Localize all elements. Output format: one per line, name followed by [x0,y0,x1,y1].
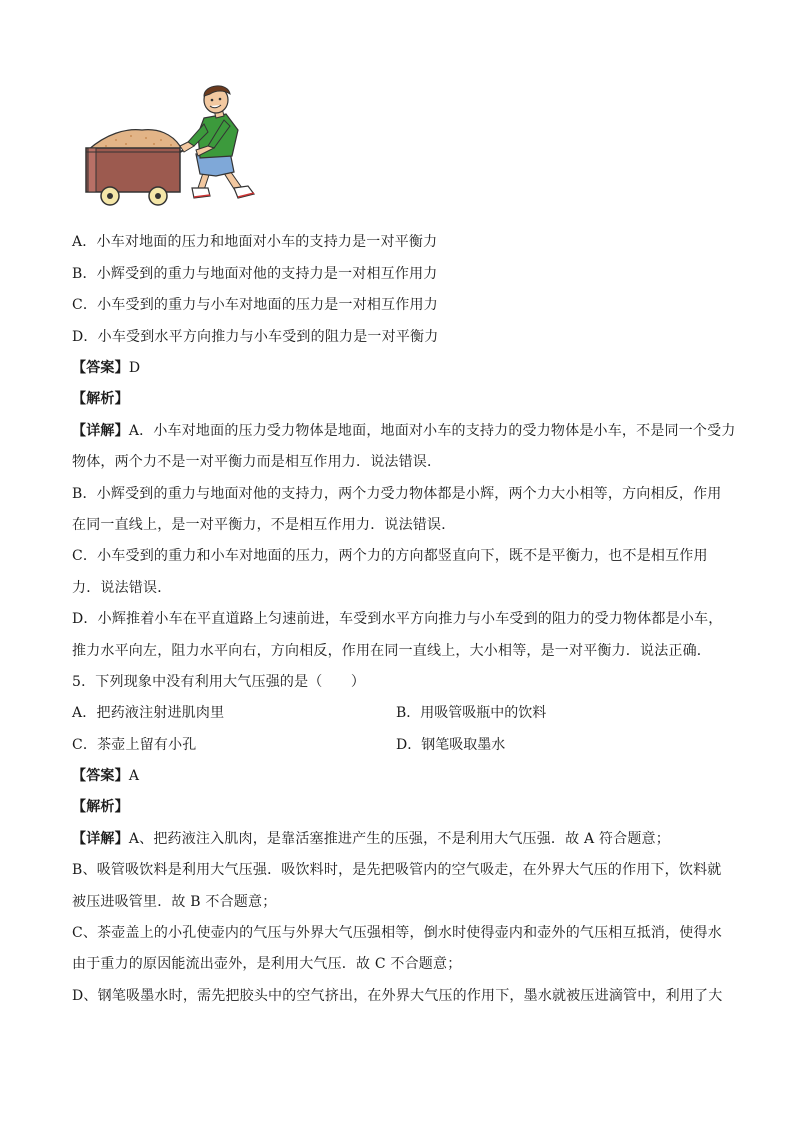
q5-analysis-tag: 【解析】 [72,799,129,815]
q4-answer [72,359,140,377]
q5-option-b: B．用吸管吸瓶中的饮料 [396,705,547,721]
q4-detail-line: B．小辉受到的重力与地面对他的支持力，两个力受力物体都是小辉，两个力大小相等，方向相反，作用 [72,486,722,502]
q4-detail-line: C．小车受到的重力和小车对地面的压力，两个力的方向都竖直向下，既不是平衡力，也不是相互作用 [72,548,708,564]
q4-option-a: A．小车对地面的压力和地面对小车的支持力是一对平衡力 [72,234,438,250]
q5-option-a: A．把药液注射进肌肉里 [72,705,225,721]
detail-text: A．小车对地面的压力受力物体是地面，地面对小车的支持力的受力物体是小车，不是同一个受力 [128,423,736,439]
q4-detail-line [72,422,736,440]
boy-pushing-cart-drawing [76,84,268,214]
detail-text: A、把药液注入肌肉，是靠活塞推进产生的压强，不是利用大气压强．故 A 符合题意； [128,831,670,847]
answer-value: D [128,360,141,376]
q5-detail-line: B、吸管吸饮料是利用大气压强．吸饮料时，是先把吸管内的空气吸走，在外界大气压的作用下，饮料就 [72,862,722,878]
q5-option-c: C．茶壶上留有小孔 [72,737,197,753]
q5-option-d: D．钢笔吸取墨水 [396,737,506,753]
q5-detail-line: C、茶壶盖上的小孔使壶内的气压与外界大气压强相等，倒水时使得壶内和壶外的气压相互抵消，使得水 [72,925,722,941]
answer-value: A [128,768,140,784]
answer-tag: 【答案】 [72,768,129,784]
detail-tag: 【详解】 [72,423,129,439]
q5-detail-line [72,830,670,848]
q4-detail-line: 力．说法错误． [72,580,172,596]
q4-detail-line: 推力水平向左，阻力水平向右，方向相反，作用在同一直线上，大小相等，是一对平衡力．说法正确． [72,643,711,659]
q4-detail-line: 物体，两个力不是一对平衡力而是相互作用力．说法错误． [72,454,442,470]
q4-detail-line: D．小辉推着小车在平直道路上匀速前进，车受到水平方向推力与小车受到的阻力的受力物体都是小车， [72,611,723,627]
q4-detail-line: 在同一直线上，是一对平衡力，不是相互作用力．说法错误． [72,517,456,533]
q5-answer [72,767,139,785]
q4-option-b: B．小辉受到的重力与地面对他的支持力是一对相互作用力 [72,266,438,282]
answer-tag: 【答案】 [72,360,129,376]
q5-detail-line: 由于重力的原因能流出壶外，是利用大气压．故 C 不合题意； [72,956,462,972]
q4-analysis-tag: 【解析】 [72,391,129,407]
q4-option-d: D．小车受到水平方向推力与小车受到的阻力是一对平衡力 [72,329,439,345]
detail-tag: 【详解】 [72,831,129,847]
q5-detail-line: 被压进吸管里．故 B 不合题意； [72,894,277,910]
q4-option-c: C．小车受到的重力与小车对地面的压力是一对相互作用力 [72,297,438,313]
q5-stem: 5．下列现象中没有利用大气压强的是（ ） [72,674,366,690]
boy-pushing-cart-illustration [76,84,268,214]
q5-detail-line: D、钢笔吸墨水时，需先把胶头中的空气挤出，在外界大气压的作用下，墨水就被压进滴管中，利用了大 [72,988,723,1004]
